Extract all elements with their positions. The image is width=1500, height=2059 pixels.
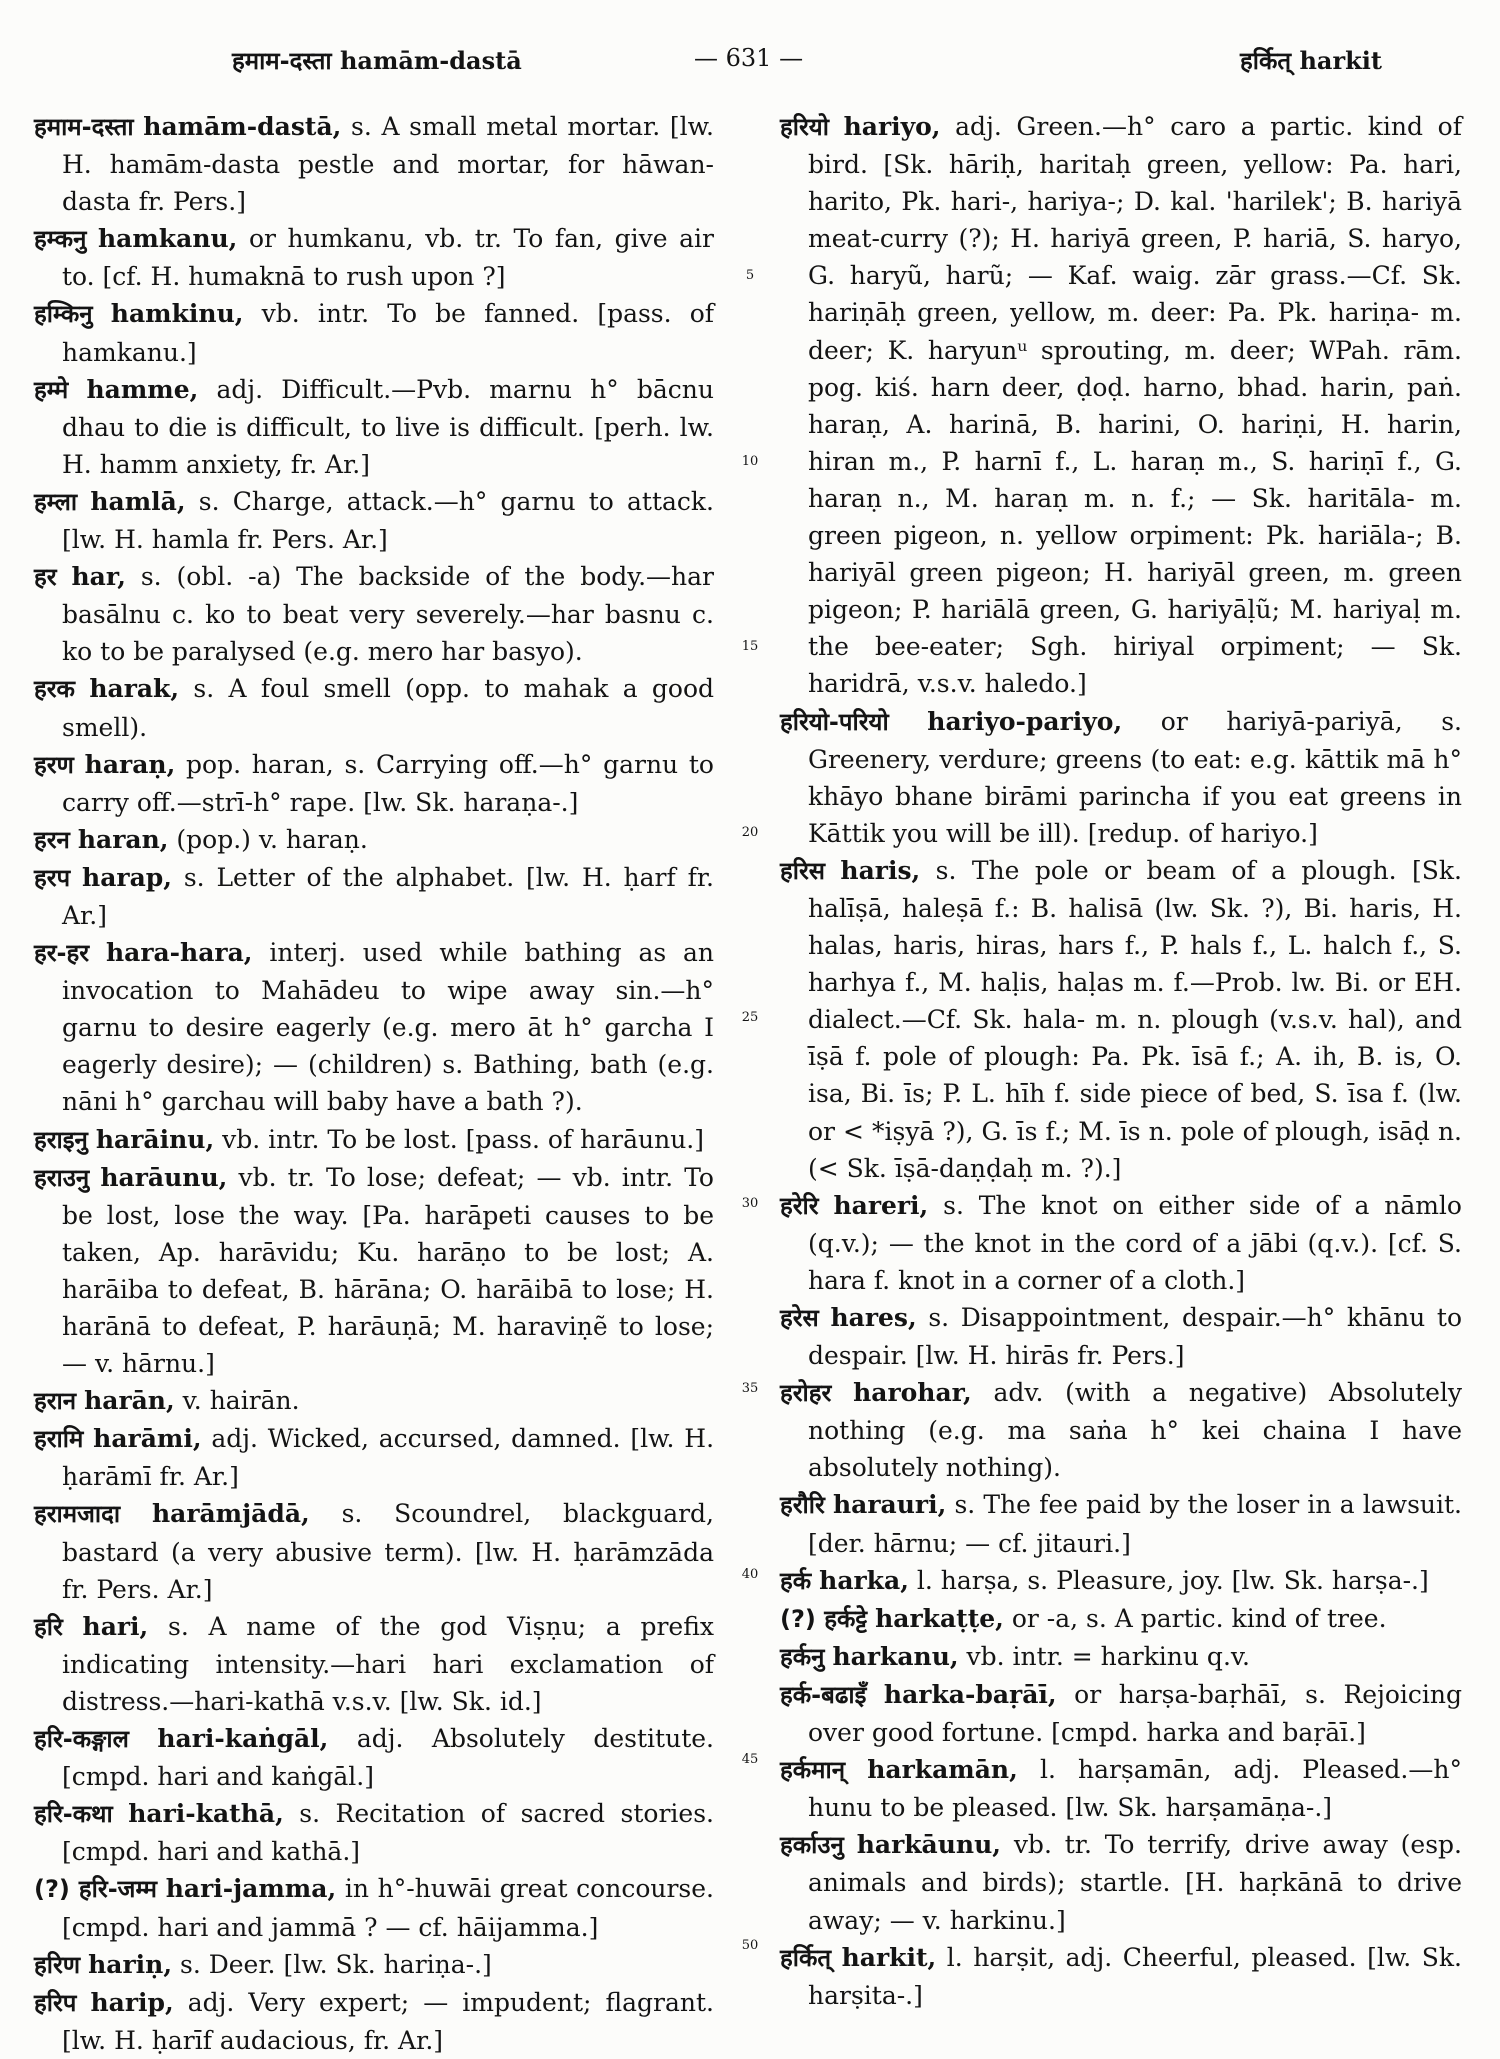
entry-definition: s. The fee paid by the loser in a lawsuit. [der. hārnu; — cf. jitauri.] bbox=[808, 1490, 1462, 1558]
header-left-guideword bbox=[232, 44, 522, 77]
entry-definition: in h°-huwāi great concourse. [cmpd. hari and jammā ? — cf. hāijamma.] bbox=[62, 1874, 715, 1942]
entry-headword: harap, bbox=[82, 862, 172, 892]
entry-devanagari: हरोहर bbox=[780, 1379, 832, 1408]
entry-headword: hari, bbox=[82, 1611, 149, 1641]
dictionary-entry bbox=[34, 558, 714, 670]
entry-definition: s. Charge, attack.—h° garnu to attack. [lw. H. hamla fr. Pers. Ar.] bbox=[62, 486, 715, 555]
entry-definition: (pop.) v. haraṇ. bbox=[176, 824, 368, 854]
dictionary-entry bbox=[34, 670, 714, 745]
entry-definition: or humkanu, vb. tr. To fan, give air to. [cf. H. humaknā to rush upon ?] bbox=[62, 224, 714, 292]
entry-devanagari: हर-हर bbox=[34, 939, 90, 968]
entry-devanagari: हरान bbox=[34, 1387, 77, 1416]
dictionary-entry bbox=[34, 1870, 714, 1945]
entry-headword: hamme, bbox=[86, 374, 199, 404]
dictionary-entry bbox=[780, 852, 1462, 1187]
entry-devanagari: हमाम-दस्ता bbox=[34, 113, 134, 141]
header-right-devanagari: हर्कित् bbox=[1240, 47, 1292, 75]
entry-devanagari: हम्ला bbox=[34, 487, 78, 516]
entry-devanagari: हरि bbox=[34, 1612, 63, 1641]
running-header bbox=[0, 44, 1500, 80]
entry-definition: s. The pole or beam of a plough. [Sk. halīṣā, haleṣā f.: B. halisā (lw. Sk. ?), Bi. haris, H. halas, haris, hiras, hars f., P. hals f., L. halch f., S. harhya f., M. haḷis, haḷas m. f.—Prob. lw. Bi. or EH. dialect.—Cf. Sk. hala- m. n. plough (v.s.v. hal), and īṣā f. pole of plough: Pa. Pk. īsā f.; A. ih, B. is, O. isa, Bi. īs; P. L. hīh f. side piece of bed, S. īsa f. (lw. or < *iṣyā ?), G. īs f.; M. īs n. pole of plough, isāḍ n. (< Sk. īṣā-daṇḍaḥ m. ?).] bbox=[808, 855, 1462, 1183]
entry-definition: s. Letter of the alphabet. [lw. H. ḥarf fr. Ar.] bbox=[62, 862, 714, 930]
dictionary-entry bbox=[34, 1121, 714, 1159]
entry-definition: or -a, s. A partic. kind of tree. bbox=[1011, 1603, 1387, 1633]
entry-devanagari: हम्किनु bbox=[34, 300, 93, 329]
entry-headword: hares, bbox=[830, 1303, 917, 1332]
entry-definition: pop. haran, s. Carrying off.—h° garnu to carry off.—strī-h° rape. [lw. Sk. haraṇa-.] bbox=[62, 749, 714, 817]
line-number: 10 bbox=[741, 453, 759, 469]
dictionary-entry bbox=[34, 1608, 714, 1720]
dictionary-entry bbox=[780, 1676, 1462, 1751]
line-number: 45 bbox=[741, 1752, 759, 1768]
dictionary-entry bbox=[34, 1495, 714, 1607]
line-number: 40 bbox=[741, 1566, 759, 1582]
dictionary-entry bbox=[34, 108, 714, 220]
dictionary-entry bbox=[34, 1795, 714, 1870]
entry-definition: vb. tr. To lose; defeat; — vb. intr. To be lost, lose the way. [Pa. harāpeti causes to be taken, Ap. harāvidu; Ku. harāṇo to be lost; A. harāiba to defeat, B. hārāna; O. harāibā to lose; H. harānā to defeat, P. harāuṇā; M. haraviṇẽ to lose; — v. hārnu.] bbox=[62, 1162, 714, 1379]
dictionary-entry bbox=[780, 1939, 1462, 2014]
entry-headword: harkanu, bbox=[832, 1641, 959, 1671]
line-number: 30 bbox=[741, 1195, 759, 1211]
dictionary-entry bbox=[34, 483, 714, 558]
entry-headword: harkit, bbox=[841, 1942, 937, 1972]
entry-devanagari: हर्काउनु bbox=[780, 1831, 844, 1860]
entry-definition: vb. tr. To terrify, drive away (esp. animals and birds); startle. [H. haṛkānā to drive away; — v. harkinu.] bbox=[808, 1830, 1462, 1935]
entry-definition: s. The knot on either side of a nāmlo (q.v.); — the knot in the cord of a jābi (q.v.). [cf. S. hara f. knot in a corner of a cloth.] bbox=[808, 1190, 1462, 1295]
entry-definition: adj. Absolutely destitute. [cmpd. hari and kaṅgāl.] bbox=[62, 1724, 714, 1792]
entry-devanagari: हराउनु bbox=[34, 1163, 90, 1192]
entry-devanagari: हरि-कङ्गाल bbox=[34, 1725, 129, 1754]
dictionary-entry bbox=[780, 1374, 1462, 1486]
entry-headword: hariyo-pariyo, bbox=[927, 706, 1123, 736]
dictionary-entry bbox=[780, 1826, 1462, 1938]
entry-headword: hamlā, bbox=[90, 486, 186, 516]
dictionary-entry bbox=[34, 220, 714, 295]
header-left-devanagari: हमाम-दस्ता bbox=[232, 47, 332, 75]
entry-definition: s. Recitation of sacred stories. [cmpd. hari and kathā.] bbox=[62, 1799, 714, 1867]
entry-headword: harip, bbox=[90, 1987, 174, 2017]
dictionary-entry bbox=[34, 1382, 714, 1420]
entry-headword: hareri, bbox=[833, 1190, 929, 1220]
line-number: 5 bbox=[745, 268, 755, 284]
entry-devanagari: हर्कमान् bbox=[780, 1756, 846, 1785]
right-column bbox=[780, 108, 1463, 2010]
dictionary-entry bbox=[34, 859, 714, 934]
dictionary-entry bbox=[34, 746, 714, 821]
entry-definition: s. Scoundrel, blackguard, bastard (a very abusive term). [lw. H. ḥarāmzāda fr. Pers. Ar.] bbox=[62, 1499, 714, 1604]
entry-headword: harān, bbox=[84, 1386, 175, 1416]
entry-definition: or harṣa-baṛhāī, s. Rejoicing over good fortune. [cmpd. harka and baṛāī.] bbox=[808, 1679, 1463, 1748]
dictionary-entry bbox=[34, 1420, 714, 1495]
line-number: 35 bbox=[741, 1381, 759, 1397]
entry-devanagari: हरन bbox=[34, 825, 70, 854]
entry-devanagari: हर्क-बढाइँ bbox=[780, 1680, 867, 1709]
entry-definition: l. harṣa, s. Pleasure, joy. [lw. Sk. harṣa-.] bbox=[916, 1565, 1429, 1595]
entry-definition: vb. intr. = harkinu q.v. bbox=[966, 1641, 1250, 1671]
entry-definition: vb. intr. To be lost. [pass. of harāunu.] bbox=[222, 1124, 704, 1154]
entry-headword: harāmjādā, bbox=[151, 1499, 310, 1529]
dictionary-entry bbox=[34, 295, 714, 370]
header-left-roman: hamām-dastā bbox=[339, 46, 522, 75]
entry-headword: haran, bbox=[77, 824, 169, 854]
dictionary-entry bbox=[34, 934, 714, 1120]
dictionary-entry bbox=[34, 1984, 714, 2059]
entry-devanagari: (?) हर्कट्टे bbox=[780, 1604, 868, 1633]
entry-headword: hamkinu, bbox=[110, 299, 244, 329]
entry-devanagari: हरिप bbox=[34, 1988, 77, 2017]
entry-headword: harkaṭṭe, bbox=[875, 1603, 1004, 1633]
entry-definition: l. harṣamān, adj. Pleased.—h° hunu to be pleased. [lw. Sk. harṣamāṇa-.] bbox=[808, 1755, 1462, 1823]
entry-definition: l. harṣit, adj. Cheerful, pleased. [lw. Sk. harṣita-.] bbox=[808, 1942, 1463, 2010]
entry-devanagari: हरेस bbox=[780, 1304, 819, 1332]
entry-headword: harka-baṛāī, bbox=[883, 1679, 1057, 1709]
header-right-guideword bbox=[1240, 44, 1382, 77]
dictionary-entry bbox=[780, 1600, 1462, 1638]
entry-definition: or hariyā-pariyā, s. Greenery, verdure; greens (to eat: e.g. kāttik mā h° khāyo bhane birāmi parincha if you eat greens in Kāttik you will be ill). [redup. of hariyo.] bbox=[808, 706, 1463, 848]
entry-devanagari: हरामजादा bbox=[34, 1500, 121, 1529]
entry-headword: haraṇ, bbox=[84, 749, 176, 779]
entry-devanagari: हरप bbox=[34, 863, 71, 892]
entry-headword: harkamān, bbox=[867, 1755, 1018, 1785]
entry-devanagari: हर्क bbox=[780, 1566, 812, 1595]
entry-definition: vb. intr. To be fanned. [pass. of hamkanu.] bbox=[62, 299, 715, 367]
entry-headword: hari-kaṅgāl, bbox=[157, 1724, 329, 1754]
entry-definition: adj. Green.—h° caro a partic. kind of bird. [Sk. hāriḥ, haritaḥ green, yellow: Pa. hari, harito, Pk. hari-, hariya-; D. kal. 'harilek'; B. hariyā meat-curry (?); H. hariyā green, P. hariā, S. haryo, G. haryũ, harũ; — Kaf. waig. zār grass.—Cf. Sk. hariṇāḥ green, yellow, m. deer: Pa. Pk. hariṇa- m. deer; K. haryunᵘ sprouting, m. deer; WPah. rām. pog. kiś. harn deer, ḍoḍ. harno, bhad. harin, paṅ. haraṇ, A. harinā, B. harini, O. hariṇi, H. harin, hiran m., P. harnī f., L. haraṇ m., S. hariṇī f., G. haraṇ n., M. haraṇ m. n. f.; — Sk. haritāla- m. green pigeon, n. yellow orpiment: Pk. hariāla-; B. hariyāl green pigeon; H. hariyāl green, m. green pigeon; P. hariālā green, G. hariyāḷũ; M. hariyaḷ m. the bee-eater; Sgh. hiriyal orpiment; — Sk. haridrā, v.s.v. haledo.] bbox=[808, 112, 1462, 699]
entry-definition: s. (obl. -a) The backside of the body.—har basālnu c. ko to beat very severely.—har basnu c. ko to be paralysed (e.g. mero har basyo). bbox=[62, 562, 714, 667]
entry-headword: har, bbox=[71, 562, 126, 592]
entry-definition: adj. Wicked, accursed, damned. [lw. H. ḥarāmī fr. Ar.] bbox=[62, 1424, 715, 1492]
entry-devanagari: हर bbox=[34, 563, 57, 592]
dictionary-entry bbox=[34, 371, 714, 483]
dictionary-entry bbox=[34, 1159, 714, 1383]
entry-definition: s. Disappointment, despair.—h° khānu to despair. [lw. H. hirās fr. Pers.] bbox=[808, 1303, 1463, 1371]
dictionary-entry bbox=[780, 1638, 1462, 1676]
entry-definition: v. hairān. bbox=[182, 1386, 300, 1416]
entry-definition: adj. Difficult.—Pvb. marnu h° bācnu dhau to die is difficult, to live is difficult. [perh. lw. H. hamm anxiety, fr. Ar.] bbox=[62, 374, 715, 479]
entry-definition: adv. (with a negative) Absolutely nothing (e.g. ma saṅa h° kei chaina I have absolutely nothing). bbox=[808, 1378, 1463, 1483]
entry-devanagari: हर्कित् bbox=[780, 1943, 832, 1972]
line-number-gutter bbox=[738, 108, 762, 1958]
entry-headword: hariyo, bbox=[843, 112, 941, 141]
entry-headword: harāunu, bbox=[100, 1162, 228, 1192]
left-column bbox=[34, 108, 715, 2055]
entry-headword: harauri, bbox=[832, 1490, 947, 1520]
entry-headword: harka, bbox=[819, 1565, 909, 1595]
line-number: 20 bbox=[741, 824, 759, 840]
entry-headword: harāmi, bbox=[93, 1424, 202, 1454]
dictionary-entry bbox=[780, 1486, 1462, 1561]
entry-devanagari: हर्कनु bbox=[780, 1642, 825, 1671]
dictionary-entry bbox=[780, 703, 1462, 852]
entry-devanagari: (?) हरि-जम्म bbox=[34, 1875, 158, 1904]
entry-definition: adj. Very expert; — impudent; flagrant. [lw. H. ḥarīf audacious, fr. Ar.] bbox=[62, 1987, 714, 2055]
entry-devanagari: हरि-कथा bbox=[34, 1800, 113, 1829]
entry-devanagari: हम्कनु bbox=[34, 225, 87, 254]
entry-definition: s. A foul smell (opp. to mahak a good smell). bbox=[62, 674, 715, 742]
entry-devanagari: हरौरि bbox=[780, 1491, 825, 1520]
entry-headword: haris, bbox=[840, 855, 921, 885]
dictionary-entry bbox=[34, 1946, 714, 1984]
entry-headword: hariṇ, bbox=[88, 1949, 173, 1979]
dictionary-entry bbox=[780, 1751, 1462, 1826]
entry-devanagari: हरक bbox=[34, 675, 75, 704]
entry-headword: hara-hara, bbox=[105, 938, 253, 968]
entry-definition: s. Deer. [lw. Sk. hariṇa-.] bbox=[179, 1949, 492, 1979]
entry-devanagari: हरियो-परियो bbox=[780, 707, 889, 736]
entry-headword: harkāunu, bbox=[856, 1830, 1001, 1860]
line-number: 25 bbox=[741, 1010, 759, 1026]
dictionary-entry bbox=[780, 108, 1462, 703]
dictionary-entry bbox=[780, 1299, 1462, 1374]
entry-devanagari: हरियो bbox=[780, 113, 829, 141]
entry-devanagari: हरेरि bbox=[780, 1191, 819, 1220]
entry-devanagari: हम्मे bbox=[34, 375, 69, 404]
entry-definition: s. A small metal mortar. [lw. H. hamām-dasta pestle and mortar, for hāwan-dasta fr. Pers.] bbox=[62, 112, 714, 217]
entry-devanagari: हरिस bbox=[780, 856, 825, 885]
header-right-roman: harkit bbox=[1299, 46, 1382, 75]
entry-devanagari: हरण bbox=[34, 750, 74, 779]
entry-devanagari: हरिण bbox=[34, 1950, 81, 1979]
dictionary-entry bbox=[34, 1720, 714, 1795]
entry-definition: s. A name of the god Viṣṇu; a prefix indicating intensity.—hari hari exclamation of distress.—hari-kathā v.s.v. [lw. Sk. id.] bbox=[62, 1611, 714, 1716]
entry-headword: hari-jamma, bbox=[165, 1874, 337, 1904]
line-number: 50 bbox=[741, 1937, 759, 1953]
dictionary-entry bbox=[780, 1562, 1462, 1600]
entry-headword: harāinu, bbox=[95, 1124, 215, 1154]
entry-devanagari: हरामि bbox=[34, 1425, 84, 1454]
entry-definition: interj. used while bathing as an invocation to Mahādeu to wipe away sin.—h° garnu to desire eagerly (e.g. mero āt h° garcha I eagerly desire); — (children) s. Bathing, bath (e.g. nāni h° garchau will baby have a bath ?). bbox=[62, 938, 715, 1117]
entry-devanagari: हराइनु bbox=[34, 1125, 88, 1154]
entry-headword: harak, bbox=[89, 674, 180, 704]
page-number: — 631 — bbox=[694, 44, 804, 72]
entry-headword: hamām-dastā, bbox=[143, 112, 342, 141]
entry-headword: hamkanu, bbox=[97, 224, 238, 254]
dictionary-entry bbox=[34, 821, 714, 859]
line-number: 15 bbox=[741, 639, 759, 655]
dictionary-entry bbox=[780, 1187, 1462, 1299]
entry-headword: hari-kathā, bbox=[128, 1799, 284, 1829]
entry-headword: harohar, bbox=[853, 1378, 972, 1408]
